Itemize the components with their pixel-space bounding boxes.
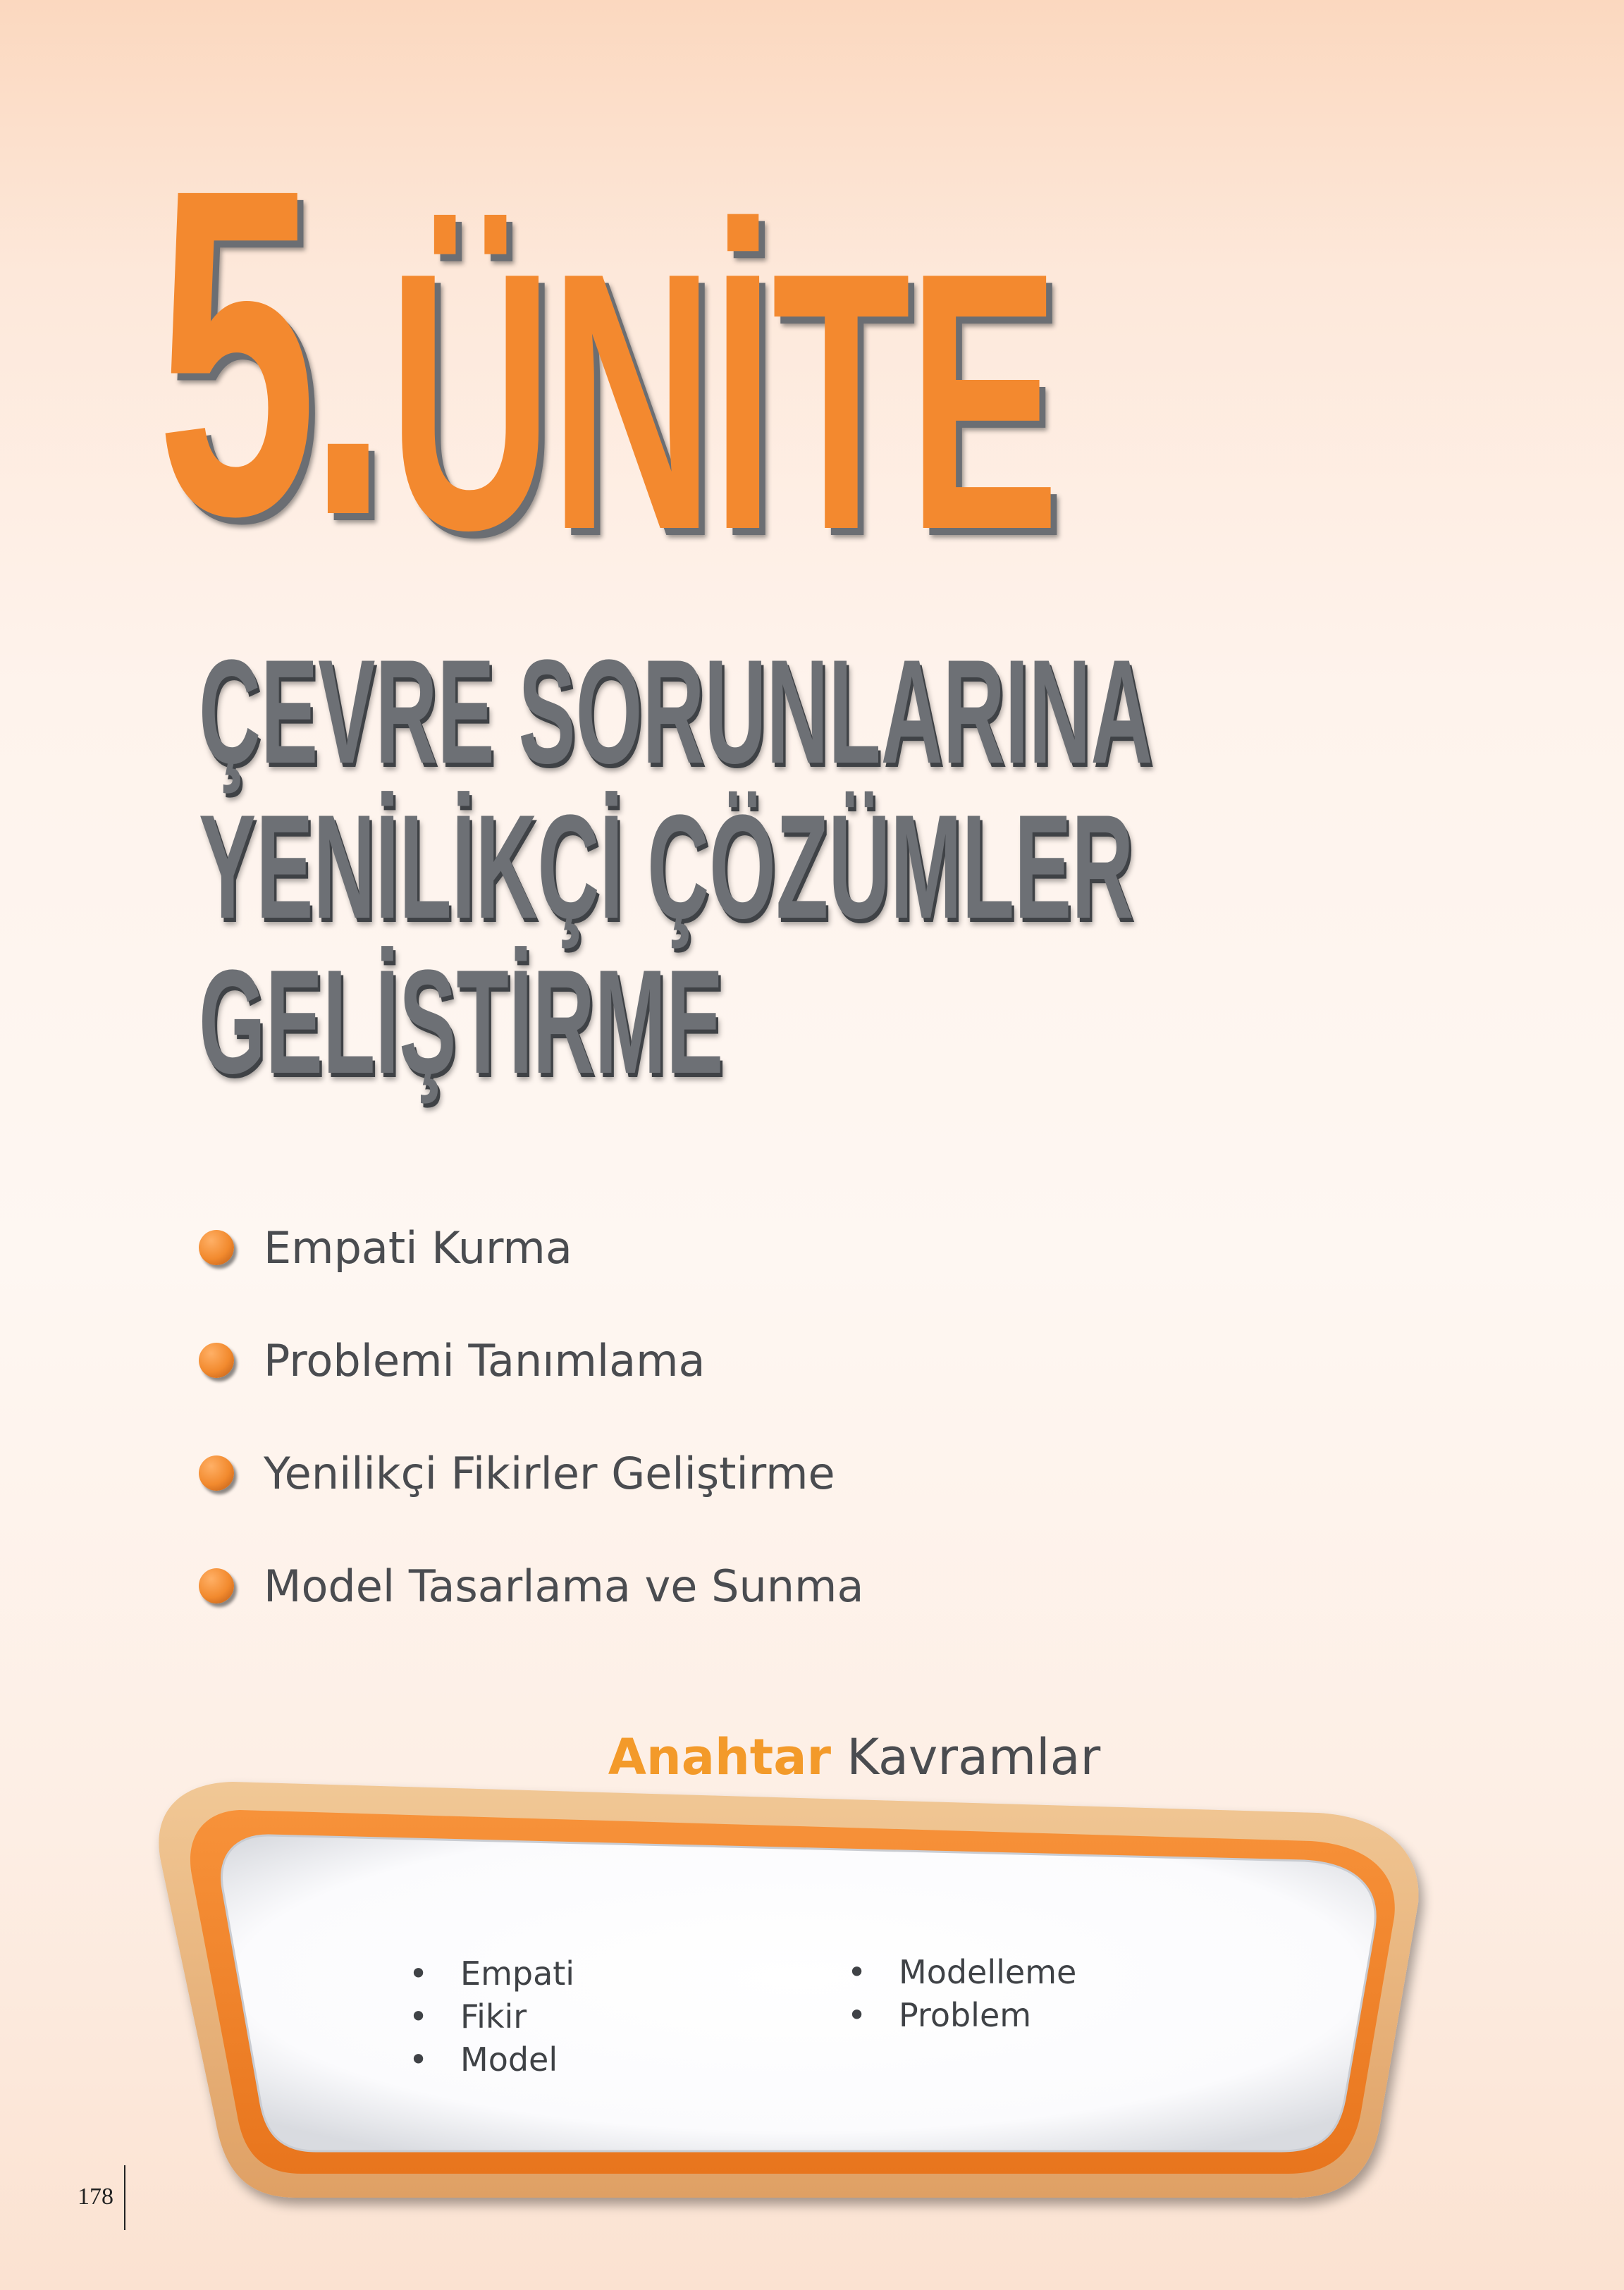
key-concept-item: • Empati: [409, 1952, 574, 1995]
subtitle-line-3: GELİŞTİRME: [199, 939, 724, 1104]
key-concepts-column-2: [847, 1951, 1076, 2037]
unit-word: ÜNİTE: [388, 197, 1057, 606]
key-concepts-heading-rest: Kavramlar: [847, 1728, 1101, 1786]
topic-label: Model Tasarlama ve Sunma: [264, 1560, 864, 1612]
topic-label: Yenilikçi Fikirler Geliştirme: [264, 1447, 835, 1499]
key-concept-item: • Problem: [847, 1994, 1076, 2037]
topic-label: Problemi Tanımlama: [264, 1334, 706, 1386]
page-number: 178: [78, 2184, 113, 2210]
subtitle-line-2: YENİLİKÇİ ÇÖZÜMLER: [199, 784, 1134, 949]
key-concept-item: • Model: [409, 2038, 574, 2081]
topic-label: Empati Kurma: [264, 1221, 572, 1274]
page-number-divider: [124, 2165, 125, 2230]
key-concepts-column-1: [409, 1952, 574, 2081]
key-concept-item: • Fikir: [409, 1995, 574, 2038]
subtitle-line-1: ÇEVRE SORUNLARINA: [199, 629, 1153, 794]
unit-number: 5.: [156, 92, 380, 612]
key-concept-item: • Modelleme: [847, 1951, 1076, 1994]
key-concepts-heading-accent: Anahtar: [608, 1728, 832, 1786]
frame-inner-panel: [222, 1835, 1376, 2151]
